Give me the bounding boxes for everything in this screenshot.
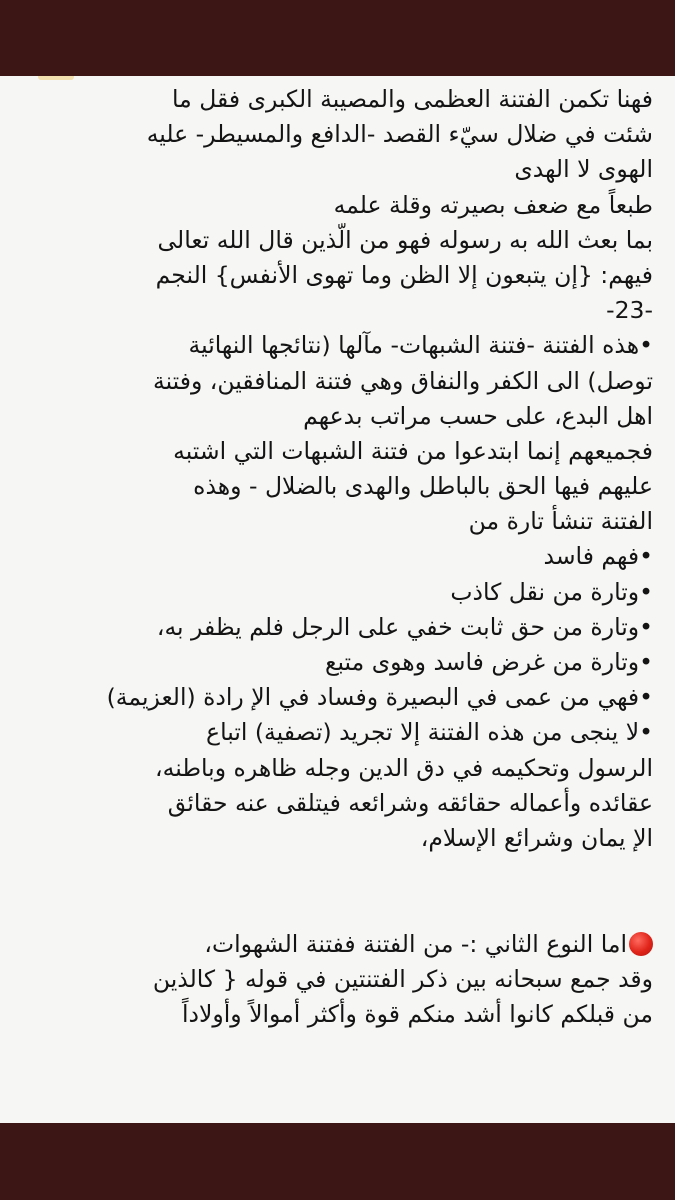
note-page[interactable] [0,76,675,1123]
bullet-line: •وتارة من حق ثابت خفي على الرجل فلم يظفر به، [156,612,653,641]
bullet-line: •وتارة من نقل كاذب [450,577,653,606]
top-frame-bar [0,0,675,76]
page-edge-mark [38,76,74,80]
text-line: فيهم: {إن يتبعون إلا الظن وما تهوى الأنفس} النجم [155,260,653,289]
red-circle-icon [629,932,653,956]
text-line: وقد جمع سبحانه بين ذكر الفتنتين في قوله { كالذين [152,964,653,993]
text-line: الهوى لا الهدى [514,155,653,184]
note-body [22,82,653,1032]
bullet-line: •لا ينجى من هذه الفتنة إلا تجريد (تصفية) اتباع [206,718,653,747]
text-line: من قبلكم كانوا أشد منكم قوة وأكثر أموالاً وأولاداً [182,999,653,1028]
bullet-line: •فهي من عمى في البصيرة وفساد في الإ رادة (العزيمة) [106,683,653,712]
text-line: الرسول وتحكيمه في دق الدين وجله ظاهره وباطنه، [155,753,653,782]
text-line: عقائده وأعماله حقائقه وشرائعه فيتلقى عنه حقائق [167,788,653,817]
section-heading-text: اما النوع الثاني :- من الفتنة ففتنة الشهوات، [204,929,627,958]
section-heading-line [22,927,653,962]
text-line: الفتنة تنشأ تارة من [468,507,653,536]
bullet-line: •وتارة من غرض فاسد وهوى متبع [324,648,653,676]
text-line: الإ يمان وشرائع الإسلام، [420,823,653,852]
text-line: فهنا تكمن الفتنة العظمى والمصيبة الكبرى فقل ما [171,85,653,113]
blank-line [22,856,653,926]
text-line: توصل) الى الكفر والنفاق وهي فتنة المنافقين، وفتنة [152,366,653,395]
text-line: بما بعث الله به رسوله فهو من الّذين قال الله تعالى [157,225,653,254]
text-line: طبعاً مع ضعف بصيرته وقلة علمه [333,190,653,219]
bottom-frame-bar [0,1123,675,1200]
text-line: فجميعهم إنما ابتدعوا من فتنة الشبهات التي اشتبه [173,436,653,465]
text-line: •هذه الفتنة -فتنة الشبهات- مآلها (نتائجها النهائية [188,331,653,360]
bullet-line: •فهم فاسد [543,542,653,571]
text-line: اهل البدع، على حسب مراتب بدعهم [303,401,653,430]
text-line: -23- [606,296,653,325]
text-line: شئت في ضلال سيّء القصد -الدافع والمسيطر- عليه [146,120,653,149]
text-line: عليهم فيها الحق بالباطل والهدى بالضلال - وهذه [193,472,653,501]
